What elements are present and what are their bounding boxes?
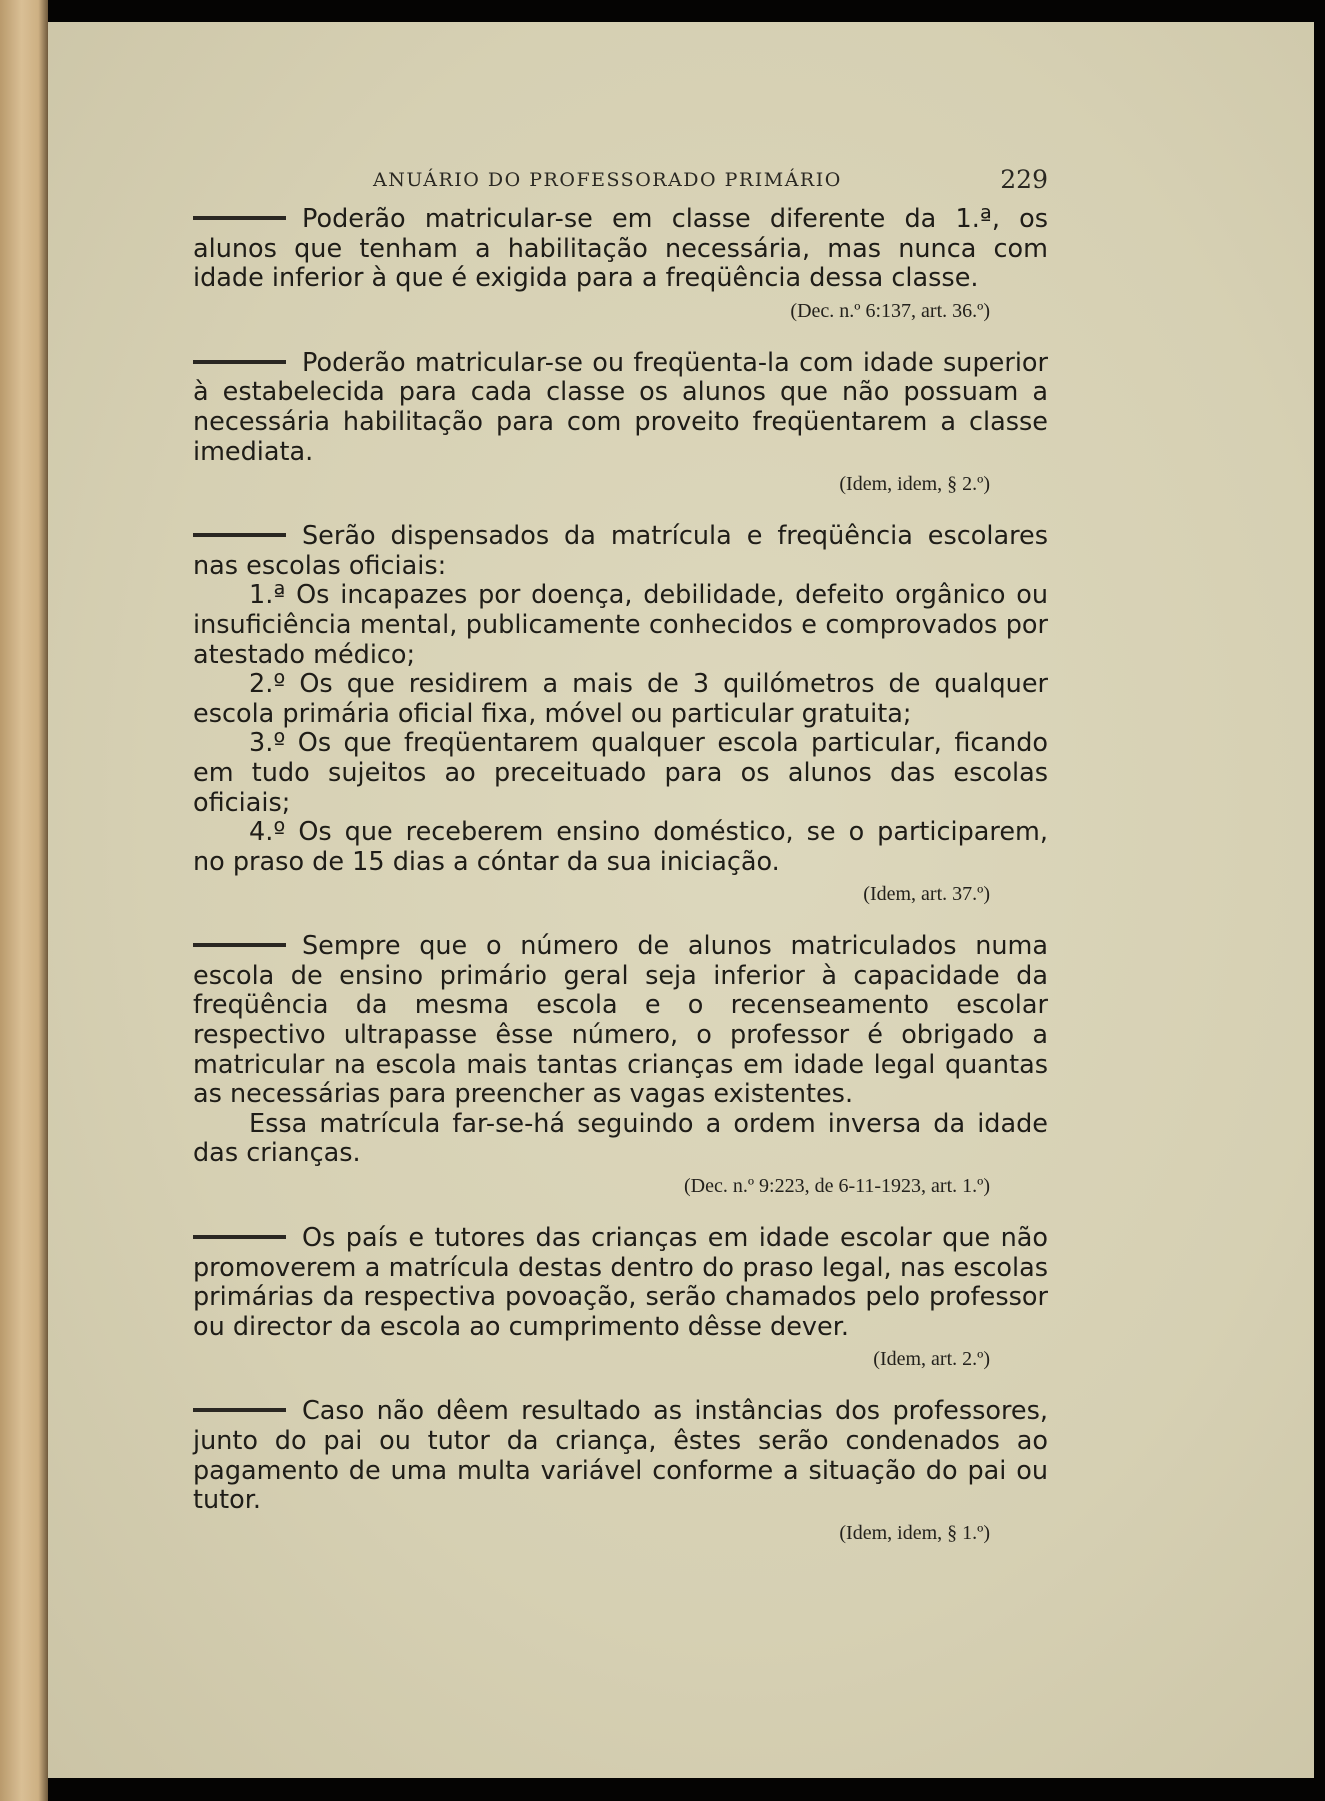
- paragraph-text: Poderão matricular-se em classe diferente da 1.ª, os alunos que tenham a habilitação necessária, mas nunca com idade inferior à que é exigida para a freqüência dessa classe.: [193, 204, 1048, 294]
- book-spine: [0, 0, 48, 1801]
- legal-reference: (Dec. n.º 9:223, de 6-11-1923, art. 1.º): [683, 1175, 990, 1198]
- section-dash: [193, 1235, 286, 1239]
- section-dash: [193, 943, 286, 947]
- legal-reference: (Idem, idem, § 1.º): [839, 1521, 990, 1544]
- paragraph-block-1: [193, 205, 1048, 323]
- section-dash: [193, 360, 286, 364]
- section-dash: [193, 1408, 286, 1412]
- paragraph-text: Os país e tutores das crianças em idade escolar que não promoverem a matrícula destas dentro do praso legal, nas escolas primárias da respectiva povoação, serão chamados pelo professor ou director da escola ao cumprimento dêsse dever.: [193, 1223, 1048, 1342]
- paragraph-block-2: [193, 349, 1048, 496]
- paragraph-block-5: [193, 1224, 1048, 1371]
- paragraph-text: Poderão matricular-se ou freqüenta-la com idade superior à estabelecida para cada classe os alunos que não possuam a necessária habilitação para com proveito freqüentarem a classe imediata.: [193, 347, 1048, 467]
- list-item: 2.º Os que residirem a mais de 3 quilómetros de qualquer escola primária oficial fixa, móvel ou particular gratuita;: [193, 669, 1048, 729]
- legal-reference: (Dec. n.º 6:137, art. 36.º): [790, 299, 990, 322]
- paragraph-text: Sempre que o número de alunos matriculados numa escola de ensino primário geral seja inferior à capacidade da freqüência da mesma escola e o recenseamento escolar respectivo ultrapasse êsse número, o professor é obrigado a matricular na escola mais tantas crianças em idade legal quantas as necessárias para preencher as vagas existentes.: [193, 931, 1048, 1110]
- paragraph-block-6: [193, 1397, 1048, 1544]
- list-item: 3.º Os que freqüentarem qualquer escola particular, ficando em tudo sujeitos ao preceituado para os alunos das escolas oficiais;: [193, 728, 1048, 818]
- paragraph-text: Serão dispensados da matrícula e freqüência escolares nas escolas oficiais:: [193, 521, 1048, 581]
- paragraph-continuation: Essa matrícula far-se-há seguindo a ordem inversa da idade das crianças.: [193, 1108, 1048, 1169]
- list-item: 4.º Os que receberem ensino doméstico, se o participarem, no praso de 15 dias a cóntar da sua iniciação.: [193, 817, 1048, 877]
- section-dash: [193, 216, 286, 220]
- paragraph-block-3: [193, 522, 1048, 906]
- running-title: ANUÁRIO DO PROFESSORADO PRIMÁRIO: [373, 169, 842, 191]
- section-dash: [193, 533, 286, 537]
- paragraph-text: Caso não dêem resultado as instâncias dos professores, junto do pai ou tutor da criança, êstes serão condenados ao pagamento de uma multa variável conforme a situação do pai ou tutor.: [193, 1396, 1048, 1516]
- legal-reference: (Idem, art. 37.º): [863, 883, 990, 906]
- page-header: [193, 145, 1048, 205]
- legal-reference: (Idem, art. 2.º): [873, 1348, 990, 1371]
- page-content: [193, 145, 1048, 1571]
- legal-reference: (Idem, idem, § 2.º): [839, 473, 990, 496]
- page-number: 229: [1000, 165, 1048, 194]
- paragraph-block-4: [193, 932, 1048, 1198]
- list-item: 1.ª Os incapazes por doença, debilidade, defeito orgânico ou insuficiência mental, publicamente conhecidos e comprovados por atestado médico;: [193, 580, 1048, 670]
